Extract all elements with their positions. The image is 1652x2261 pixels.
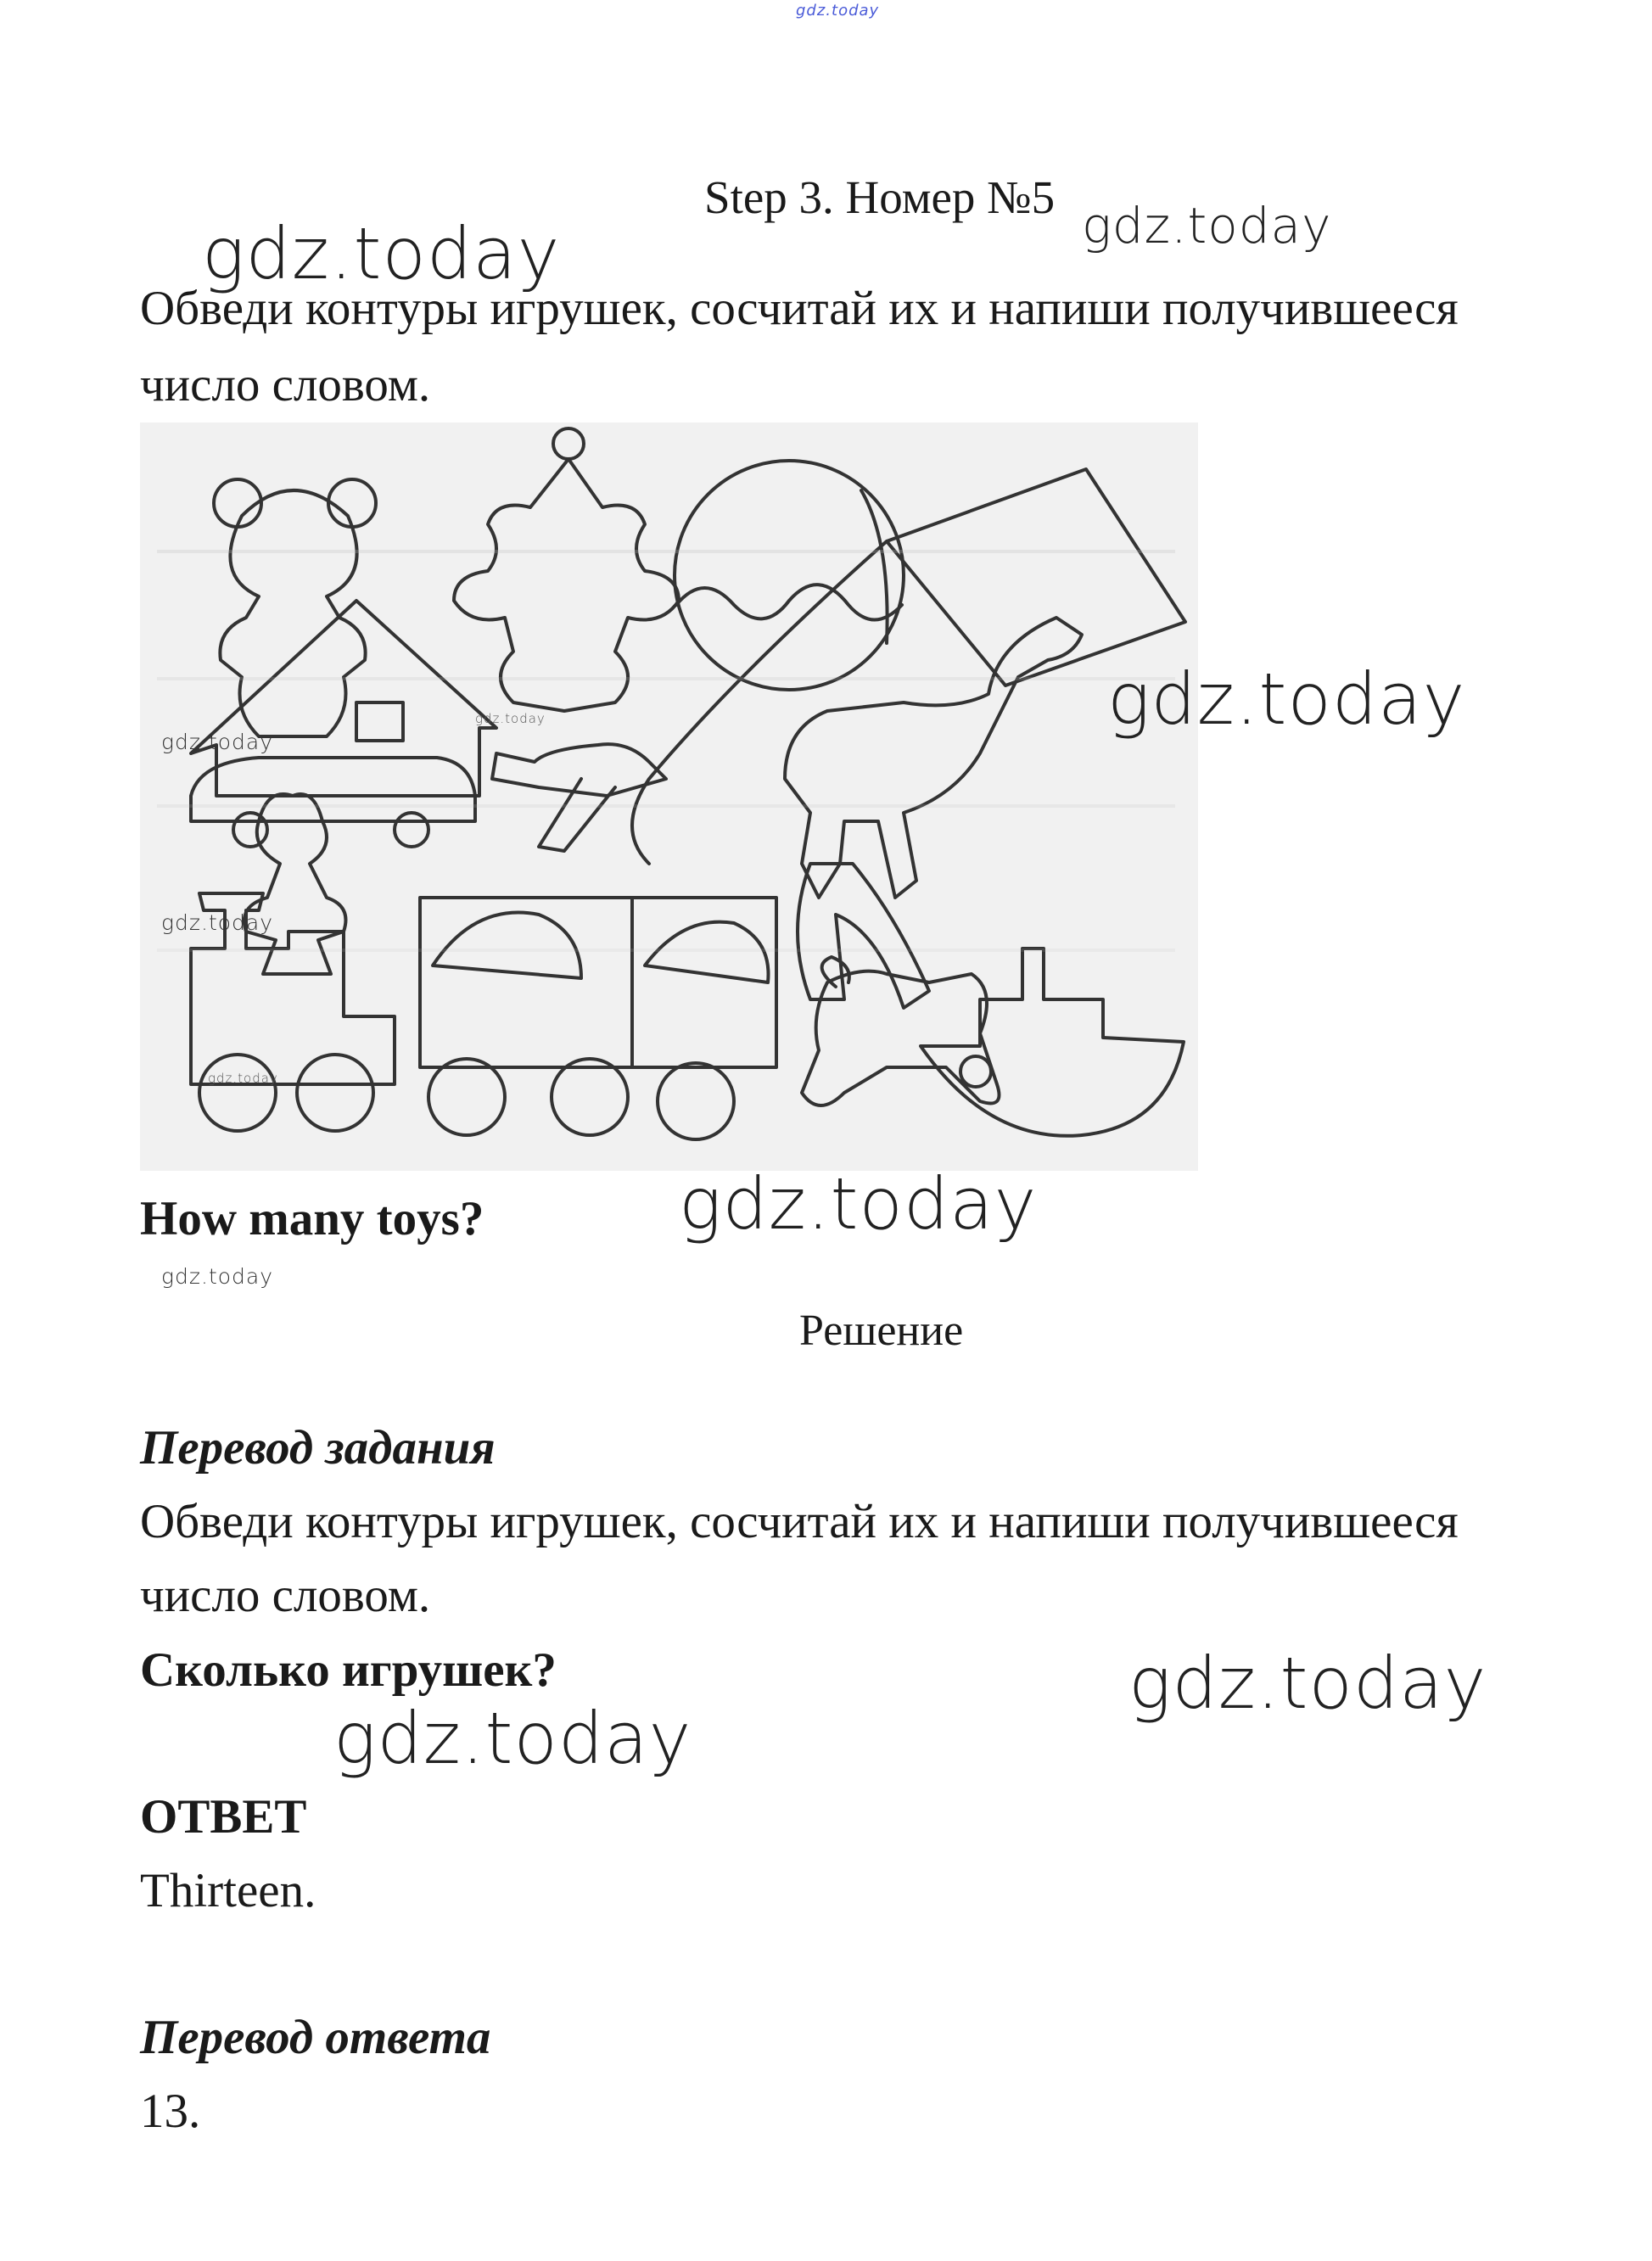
watermark-9: gdz.today xyxy=(161,1264,274,1289)
watermark-4: gdz.today xyxy=(161,730,274,754)
watermark-5: gdz.today xyxy=(475,711,546,726)
translation-line-2: число словом. xyxy=(140,1569,431,1622)
horse-outline xyxy=(785,618,1082,898)
translation-heading: Перевод задания xyxy=(140,1421,496,1475)
teddy-bear-outline xyxy=(214,479,376,736)
translation-line-1: Обведи контуры игрушек, сосчитай их и напиши получившееся xyxy=(140,1495,1459,1548)
house-outline xyxy=(191,601,496,796)
watermark-7: gdz.today xyxy=(208,1071,278,1086)
page-title: Step 3. Номер №5 xyxy=(704,171,1056,223)
watermark-10: gdz.today xyxy=(1128,1642,1487,1725)
answer-heading: ОТВЕТ xyxy=(140,1790,307,1844)
watermark-11: gdz.today xyxy=(333,1697,692,1780)
task-line-1: Обведи контуры игрушек, сосчитай их и напиши получившееся xyxy=(140,282,1459,335)
watermark-8: gdz.today xyxy=(679,1162,1038,1245)
watermark-3: gdz.today xyxy=(1107,658,1466,741)
ball-outline xyxy=(675,461,904,690)
task-line-2: число словом. xyxy=(140,358,431,411)
rattle-outline xyxy=(454,428,679,711)
background-print-noise xyxy=(157,550,1175,952)
dog-outline xyxy=(802,957,1000,1105)
watermark-2: gdz.today xyxy=(202,212,561,295)
car-outline xyxy=(191,758,475,847)
wagon-2-outline xyxy=(632,898,776,1139)
wagon-outline xyxy=(420,898,632,1135)
watermark-top: gdz.today xyxy=(796,2,880,20)
answer-text: Thirteen. xyxy=(140,1864,316,1917)
question-text: How many toys? xyxy=(140,1192,484,1245)
watermark-6: gdz.today xyxy=(161,910,274,935)
toys-illustration xyxy=(140,423,1198,1171)
watermark-1: gdz.today xyxy=(1082,197,1332,255)
answer-translation-heading: Перевод ответа xyxy=(140,2011,491,2064)
solution-heading: Решение xyxy=(799,1307,964,1355)
toys-outline-drawing xyxy=(140,423,1198,1171)
answer-translation-text: 13. xyxy=(140,2085,201,2138)
translation-question: Сколько игрушек? xyxy=(140,1643,557,1697)
